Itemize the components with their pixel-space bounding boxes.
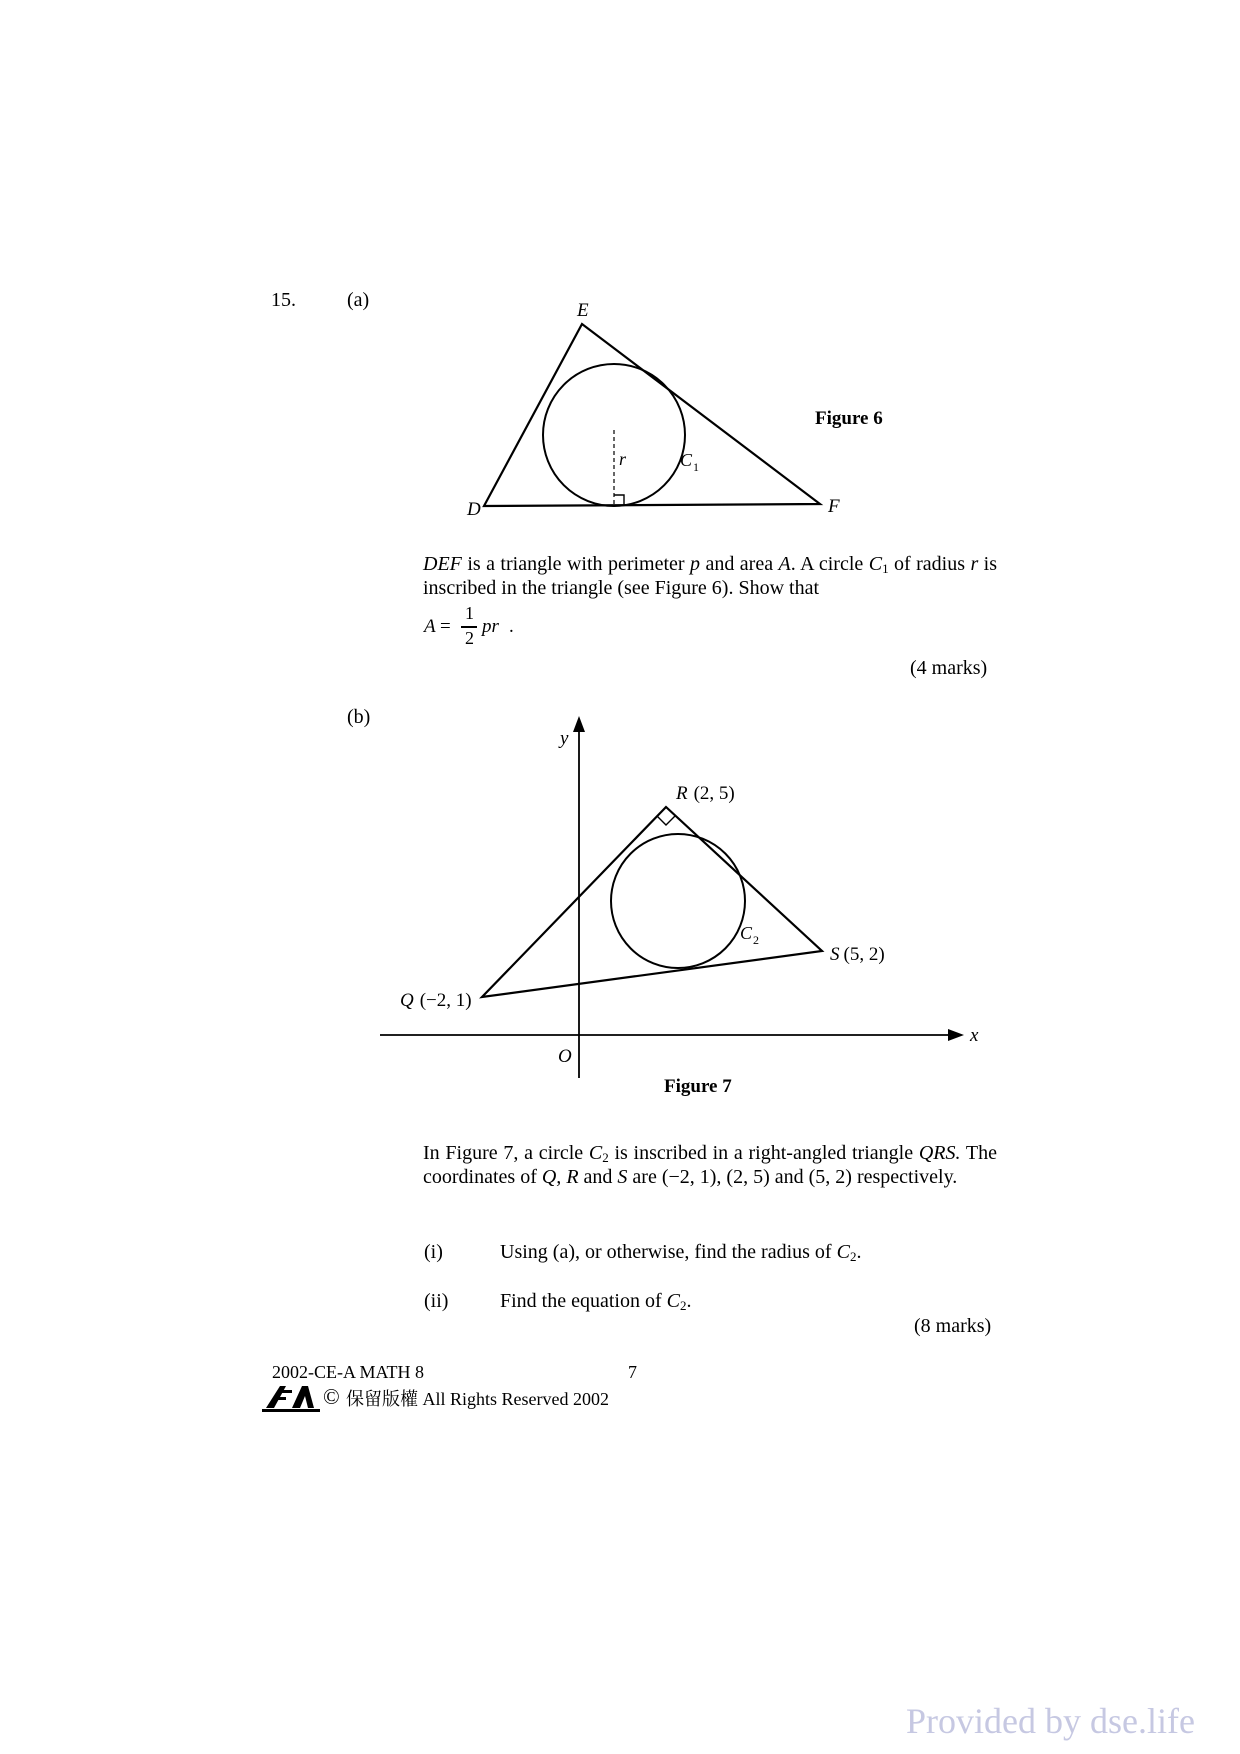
sub-ii-text: Find the equation of $C_2$. <box>500 1290 692 1313</box>
label-y: y <box>560 728 569 749</box>
part-a-label: (a) <box>347 289 370 311</box>
part-b-label: (b) <box>347 706 371 728</box>
hkeaa-logo <box>262 1382 322 1414</box>
label-q-point: Q (−2, 1) <box>400 990 472 1011</box>
label-s-point: S (5, 2) <box>830 944 885 965</box>
label-c2: C <box>740 923 753 943</box>
label-r-point: R (2, 5) <box>676 783 735 804</box>
paper-code: 2002-CE-A MATH 8 <box>272 1362 424 1382</box>
figure-6-title: Figure 6 <box>815 408 883 429</box>
figure-6-diagram <box>450 290 860 520</box>
page-number: 7 <box>628 1362 637 1382</box>
copyright-icon: © <box>323 1384 340 1409</box>
watermark-text: Provided by dse.life <box>906 1701 1195 1741</box>
svg-text:HKEAA: HKEAA <box>262 1382 266 1383</box>
part-b-marks: (8 marks) <box>914 1315 992 1337</box>
part-a-marks: (4 marks) <box>910 657 988 679</box>
triangle-def <box>484 324 820 506</box>
rights-text: 保留版權 All Rights Reserved 2002 <box>346 1389 609 1409</box>
incircle-c2 <box>611 834 745 968</box>
sub-i-text: Using (a), or otherwise, find the radius of $C_2$. <box>500 1241 862 1264</box>
part-a-text: DEF is a triangle with perimeter p and area A. A circle $C_1$ of radius r is inscribed in the triangle (see Figure 6). Show that <box>423 553 998 599</box>
label-c2-sub: 2 <box>753 933 759 947</box>
label-d: D <box>467 499 481 520</box>
label-e: E <box>577 300 589 321</box>
triangle-qrs <box>482 807 822 997</box>
figure-7-diagram <box>370 710 990 1100</box>
figure-7-title: Figure 7 <box>664 1076 732 1097</box>
label-r: r <box>619 449 627 469</box>
label-f: F <box>828 496 840 517</box>
x-axis-arrow <box>948 1029 964 1041</box>
question-number: 15. <box>271 289 296 311</box>
label-origin: O <box>558 1046 572 1067</box>
sub-ii-label: (ii) <box>424 1290 449 1312</box>
label-x: x <box>970 1025 979 1046</box>
label-c1-sub: 1 <box>693 460 699 474</box>
label-c1: C <box>680 450 693 470</box>
sub-i-label: (i) <box>424 1241 443 1263</box>
incircle-c1 <box>543 364 685 506</box>
y-axis-arrow <box>573 716 585 732</box>
right-angle-mark-r <box>657 816 675 825</box>
part-b-text: In Figure 7, a circle $C_2$ is inscribed in a right-angled triangle QRS. The coordinates of Q, R and S are (−2, 1), (2, 5) and (5, 2) respectively. <box>423 1142 997 1188</box>
